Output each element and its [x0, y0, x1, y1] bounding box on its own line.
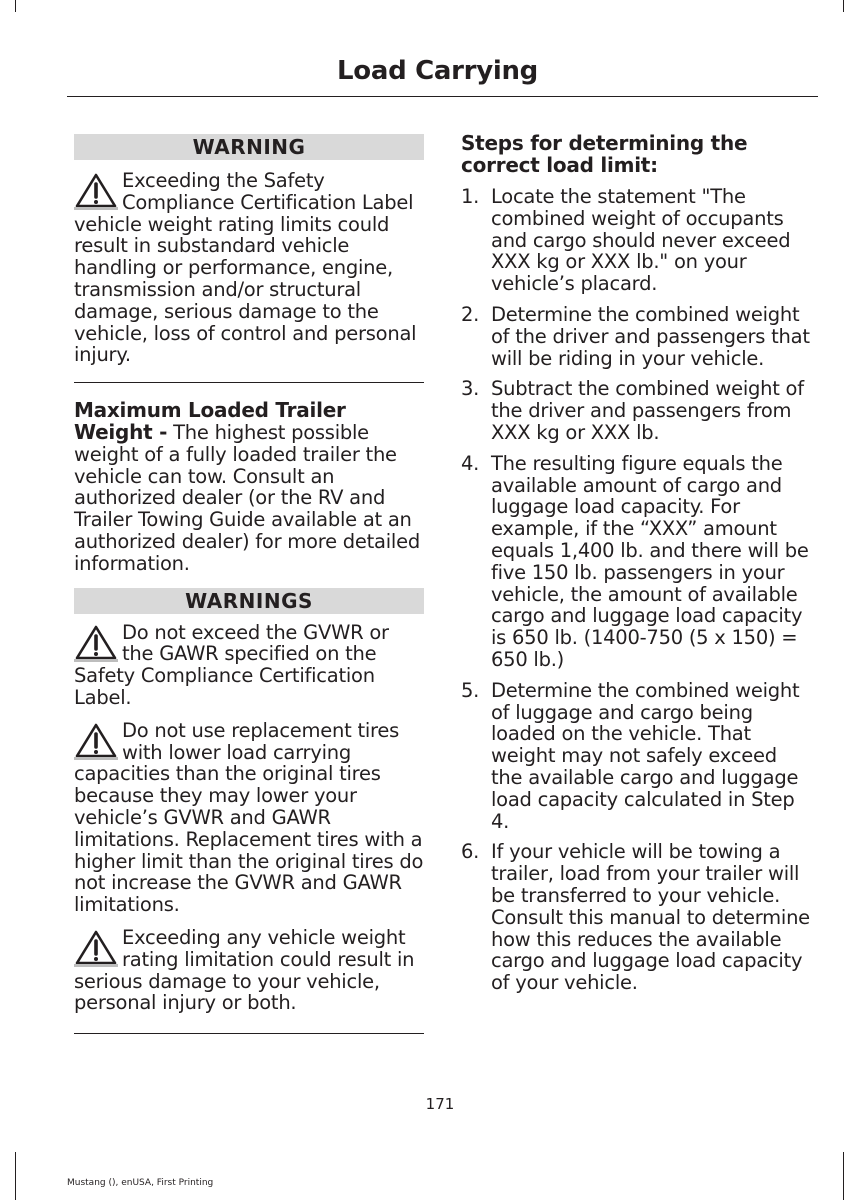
step-number: 3.: [461, 377, 480, 401]
divider: [74, 1033, 424, 1034]
step-text: If your vehicle will be towing a trailer, load from your trailer will be transferred to your vehicle. Consult this manual to determine how this reduces the available cargo and luggage load capacity of your vehicle.: [491, 840, 810, 995]
crop-mark-bottom-left: [15, 1152, 16, 1200]
step-text: Determine the combined weight of the driver and passengers that will be riding in your vehicle.: [491, 302, 810, 370]
crop-mark-top-left: [15, 0, 16, 12]
step-text: Subtract the combined weight of the driver and passengers from XXX kg or XXX lb.: [491, 377, 804, 444]
warning-item: [74, 927, 424, 1014]
warning-heading: WARNING: [74, 134, 424, 160]
title-rule: [67, 96, 818, 97]
step-text: The resulting figure equals the available amount of cargo and luggage load capacity. For example, if the “XXX” amount equals 1,400 lb. and there will be five 150 lb. passengers in your vehicle, the amount of available cargo and luggage load capacity is 650 lb. (1400-750 (5 x 150) = 650 lb.): [491, 451, 809, 671]
warning-item: [74, 622, 424, 709]
crop-mark-top-right: [843, 0, 844, 12]
step-number: 6.: [461, 840, 480, 864]
warning-item: [74, 720, 424, 916]
right-column: [461, 130, 813, 1003]
list-item: [461, 680, 813, 833]
list-item: [461, 304, 813, 369]
warning-text: Exceeding any vehicle weight rating limitation could result in serious damage to your vehicle, personal injury or both.: [74, 925, 415, 1015]
list-item: [461, 186, 813, 295]
max-trailer-paragraph: [74, 400, 424, 574]
warning-triangle-icon: [74, 172, 118, 210]
warning-triangle-icon: [74, 722, 118, 760]
list-item: [461, 453, 813, 671]
steps-list: [461, 186, 813, 994]
step-text: Determine the combined weight of luggage and cargo being loaded on the vehicle. That weight may not safely exceed the available cargo and luggage load capacity calculated in Step 4.: [491, 678, 800, 833]
page-number: 171: [425, 1095, 455, 1113]
footer-printing-info: Mustang (), enUSA, First Printing: [67, 1178, 214, 1188]
warning-text: Do not use replacement tires with lower load carrying capacities than the original tires because they may lower your vehicle’s GVWR and GAWR limitations. Replacement tires with a higher limit than the original tires do not increase the GVWR and GAWR limitations.: [74, 718, 424, 917]
step-number: 1.: [461, 185, 480, 208]
max-trailer-text: The highest possible weight of a fully loaded trailer the vehicle can tow. Consult an authorized dealer (or the RV and Trailer Towing Guide available at an authorized dealer) for more detailed information.: [74, 420, 420, 575]
step-number: 2.: [461, 302, 480, 326]
step-text: Locate the statement "The combined weight of occupants and cargo should never exceed XXX kg or XXX lb." on your vehicle’s placard.: [491, 185, 791, 296]
step-number: 5.: [461, 678, 480, 702]
warning-triangle-icon: [74, 929, 118, 967]
step-number: 4.: [461, 451, 480, 475]
steps-title: Steps for determining the correct load limit:: [461, 131, 748, 177]
warning-triangle-icon: [74, 624, 118, 662]
max-trailer-lead: Maximum Loaded Trailer Weight -: [74, 398, 346, 444]
crop-mark-bottom-right: [843, 1152, 844, 1200]
list-item: [461, 841, 813, 994]
warning-item: [74, 170, 424, 366]
divider: [74, 382, 424, 383]
warning-text: Exceeding the Safety Compliance Certification Label vehicle weight rating limits could result in substandard vehicle handling or performance, engine, transmission and/or structural damage, serious damage to the vehicle, loss of control and personal injury.: [74, 169, 417, 367]
warning-text: Do not exceed the GVWR or the GAWR specified on the Safety Compliance Certification Label.: [74, 620, 389, 709]
warnings-heading: WARNINGS: [74, 588, 424, 614]
list-item: [461, 378, 813, 443]
left-column: [74, 130, 424, 1034]
page-title: Load Carrying: [337, 56, 538, 86]
